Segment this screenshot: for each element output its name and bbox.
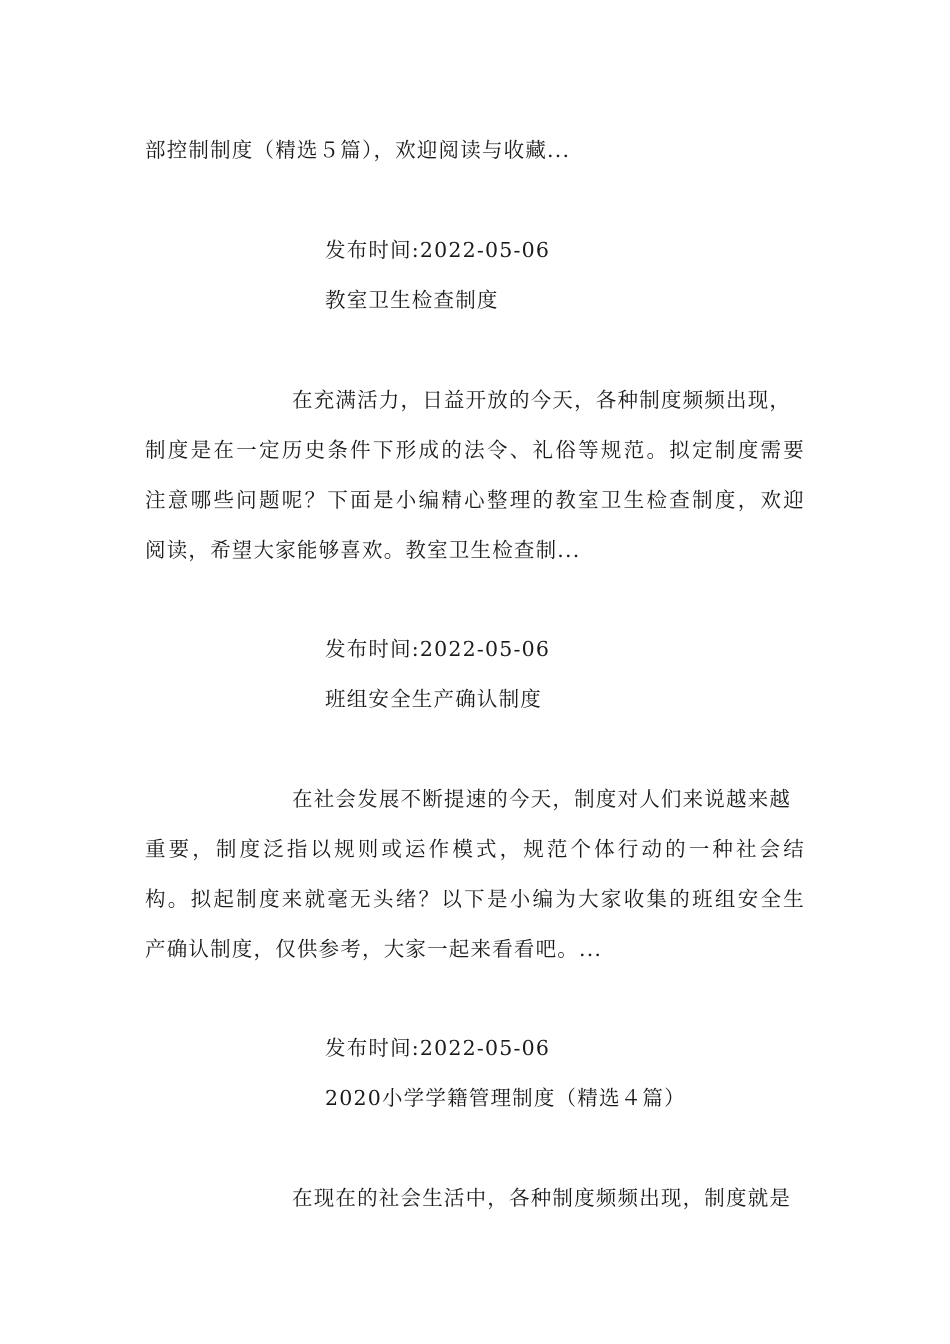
article-title-link[interactable]: 教室卫生检查制度 [325, 288, 499, 312]
summary-line: 重要，制度泛指以规则或运作模式，规范个体行动的一种社会结 [145, 837, 805, 861]
summary-line: 阅读，希望大家能够喜欢。教室卫生检查制... [145, 538, 581, 562]
summary-line: 在社会发展不断提速的今天，制度对人们来说越来越 [292, 787, 792, 811]
summary-line: 注意哪些问题呢？下面是小编精心整理的教室卫生检查制度，欢迎 [145, 488, 805, 512]
publish-date: 发布时间:2022-05-06 [325, 637, 551, 661]
summary-line: 产确认制度，仅供参考，大家一起来看看吧。... [145, 937, 603, 961]
summary-tail-line: 部控制制度（精选５篇），欢迎阅读与收藏... [145, 138, 571, 162]
summary-line: 构。拟起制度来就毫无头绪？以下是小编为大家收集的班组安全生 [145, 887, 805, 911]
publish-date: 发布时间:2022-05-06 [325, 1036, 551, 1060]
summary-line: 制度是在一定历史条件下形成的法令、礼俗等规范。拟定制度需要 [145, 438, 805, 462]
summary-line: 在现在的社会生活中，各种制度频频出现，制度就是 [292, 1186, 792, 1210]
publish-date: 发布时间:2022-05-06 [325, 238, 551, 262]
article-title-link[interactable]: 2020小学学籍管理制度（精选４篇） [325, 1086, 686, 1110]
article-title-link[interactable]: 班组安全生产确认制度 [325, 687, 542, 711]
summary-line: 在充满活力，日益开放的今天，各种制度频频出现， [292, 388, 792, 412]
